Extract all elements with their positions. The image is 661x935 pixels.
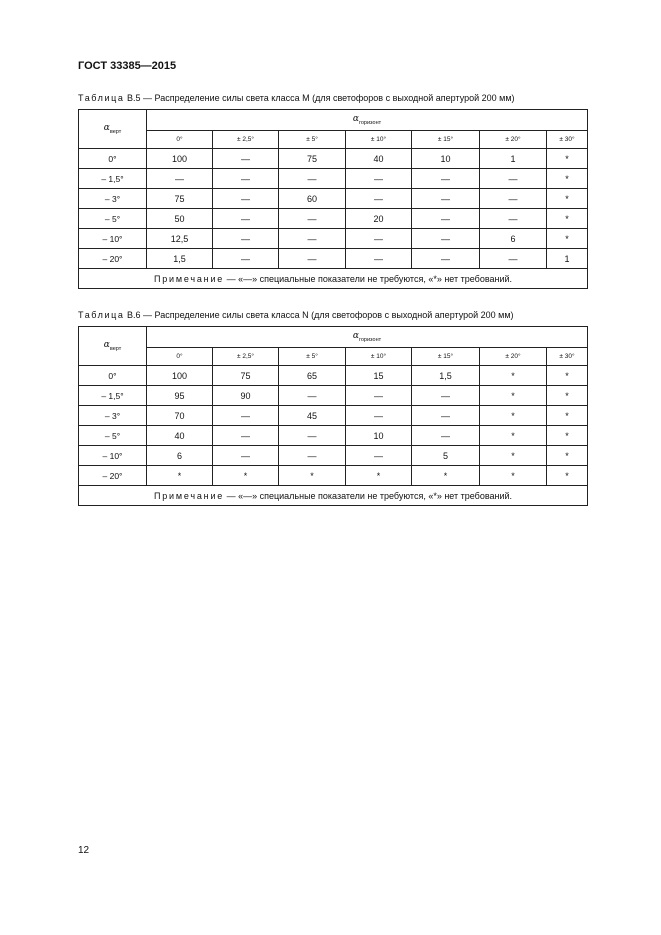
table-note: [79, 486, 588, 506]
table-cell: 90: [213, 386, 279, 406]
table-cell: —: [279, 446, 346, 466]
table-row: [79, 189, 588, 209]
table-row: [79, 406, 588, 426]
intensity-table-class-n: [78, 326, 588, 506]
table-cell: —: [279, 249, 346, 269]
table-cell: —: [213, 229, 279, 249]
row-label: – 20°: [79, 249, 147, 269]
table-cell: —: [412, 426, 480, 446]
table-row: [79, 169, 588, 189]
table-cell: 12,5: [147, 229, 213, 249]
column-header: 0°: [147, 348, 213, 366]
caption-word: Таблица: [78, 93, 125, 103]
table-cell: 6: [147, 446, 213, 466]
row-header-cell: [79, 327, 147, 366]
table-cell: —: [412, 386, 480, 406]
table-cell: 75: [213, 366, 279, 386]
table-cell: 40: [346, 149, 412, 169]
table-cell: 20: [346, 209, 412, 229]
table-cell: —: [346, 249, 412, 269]
row-label: 0°: [79, 366, 147, 386]
column-header: ± 20°: [480, 131, 547, 149]
table-row: [79, 229, 588, 249]
table-cell: *: [480, 386, 547, 406]
table-cell: *: [147, 466, 213, 486]
table-cell: *: [213, 466, 279, 486]
note-text: — «—» специальные показатели не требуются, «*» нет требований.: [224, 490, 513, 501]
table-cell: —: [213, 446, 279, 466]
table-cell: —: [213, 249, 279, 269]
table-cell: —: [279, 209, 346, 229]
table-cell: —: [412, 169, 480, 189]
table-cell: —: [346, 229, 412, 249]
table-row: [79, 366, 588, 386]
column-header: ± 30°: [547, 348, 588, 366]
table-cell: 1,5: [147, 249, 213, 269]
table-cell: *: [480, 406, 547, 426]
table-cell: —: [412, 406, 480, 426]
table-cell: *: [547, 386, 588, 406]
table-cell: 6: [480, 229, 547, 249]
table-cell: 100: [147, 366, 213, 386]
table-cell: 95: [147, 386, 213, 406]
note-word: Примечание: [153, 273, 225, 284]
table-cell: *: [547, 406, 588, 426]
table-cell: 70: [147, 406, 213, 426]
column-header: ± 5°: [279, 348, 346, 366]
table-cell: —: [279, 229, 346, 249]
row-label: – 3°: [79, 406, 147, 426]
table-row: [79, 209, 588, 229]
table-cell: *: [547, 169, 588, 189]
table-cell: 100: [147, 149, 213, 169]
row-header-cell: [79, 110, 147, 149]
caption-text: В.5 — Распределение силы света класса М (для светофоров с выходной апертурой 200 мм): [127, 93, 515, 103]
table-cell: —: [346, 446, 412, 466]
table-cell: 40: [147, 426, 213, 446]
row-label: – 5°: [79, 426, 147, 446]
table-cell: *: [547, 229, 588, 249]
alpha-subscript: верт: [109, 128, 122, 135]
table-cell: 10: [346, 426, 412, 446]
table-cell: 75: [279, 149, 346, 169]
table-row: [79, 426, 588, 446]
table-cell: 1: [480, 149, 547, 169]
column-header: ± 15°: [412, 131, 480, 149]
table-cell: 65: [279, 366, 346, 386]
alpha-symbol: α: [103, 122, 110, 133]
table-cell: 5: [412, 446, 480, 466]
table-caption: [78, 310, 514, 320]
table-cell: 10: [412, 149, 480, 169]
table-cell: —: [480, 209, 547, 229]
table-cell: *: [547, 209, 588, 229]
alpha-subscript: горизонт: [358, 119, 382, 126]
alpha-subscript: верт: [109, 345, 122, 352]
table-cell: —: [412, 209, 480, 229]
table-cell: —: [480, 169, 547, 189]
alpha-symbol: α: [352, 113, 359, 124]
row-label: – 20°: [79, 466, 147, 486]
table-cell: *: [547, 466, 588, 486]
table-cell: 60: [279, 189, 346, 209]
caption-text: В.6 — Распределение силы света класса N (для светофоров с выходной апертурой 200 мм): [127, 310, 514, 320]
page-number: 12: [78, 845, 90, 856]
table-cell: —: [412, 229, 480, 249]
intensity-table-class-m: [78, 109, 588, 289]
column-header: ± 20°: [480, 348, 547, 366]
table-cell: —: [279, 169, 346, 189]
table-cell: *: [412, 466, 480, 486]
column-header: ± 2,5°: [213, 131, 279, 149]
document-code: ГОСТ 33385—2015: [78, 60, 177, 72]
table-cell: —: [213, 209, 279, 229]
row-label: – 1,5°: [79, 169, 147, 189]
table-cell: 75: [147, 189, 213, 209]
column-group-header: [147, 327, 588, 348]
table-cell: *: [346, 466, 412, 486]
table-cell: 1: [547, 249, 588, 269]
caption-word: Таблица: [78, 310, 125, 320]
table-cell: —: [480, 249, 547, 269]
table-cell: *: [547, 189, 588, 209]
column-group-header: [147, 110, 588, 131]
table-cell: —: [346, 406, 412, 426]
table-cell: 15: [346, 366, 412, 386]
column-header: 0°: [147, 131, 213, 149]
row-label: – 1,5°: [79, 386, 147, 406]
column-header: ± 5°: [279, 131, 346, 149]
table-cell: —: [480, 189, 547, 209]
table-row: [79, 446, 588, 466]
table-cell: *: [480, 426, 547, 446]
table-caption: [78, 93, 515, 103]
alpha-symbol: α: [103, 339, 110, 350]
column-header: ± 10°: [346, 348, 412, 366]
table-row: [79, 386, 588, 406]
table-cell: *: [547, 149, 588, 169]
row-label: – 5°: [79, 209, 147, 229]
table-cell: *: [547, 446, 588, 466]
table-cell: —: [213, 406, 279, 426]
note-word: Примечание: [153, 490, 225, 501]
column-header: ± 10°: [346, 131, 412, 149]
table-cell: —: [412, 249, 480, 269]
table-cell: —: [346, 386, 412, 406]
column-header: ± 2,5°: [213, 348, 279, 366]
note-text: — «—» специальные показатели не требуются, «*» нет требований.: [224, 273, 513, 284]
table-cell: 50: [147, 209, 213, 229]
table-cell: —: [147, 169, 213, 189]
table-cell: —: [412, 189, 480, 209]
table-cell: —: [279, 426, 346, 446]
table-cell: *: [480, 446, 547, 466]
table-note: [79, 269, 588, 289]
column-header: ± 15°: [412, 348, 480, 366]
table-cell: —: [279, 386, 346, 406]
table-cell: —: [213, 149, 279, 169]
table-cell: *: [480, 366, 547, 386]
table-cell: —: [213, 426, 279, 446]
table-cell: —: [346, 169, 412, 189]
table-row: [79, 249, 588, 269]
table-cell: *: [279, 466, 346, 486]
table-cell: *: [480, 466, 547, 486]
row-label: – 10°: [79, 229, 147, 249]
table-cell: —: [213, 189, 279, 209]
row-label: 0°: [79, 149, 147, 169]
table-cell: —: [213, 169, 279, 189]
table-cell: *: [547, 366, 588, 386]
row-label: – 10°: [79, 446, 147, 466]
table-cell: 45: [279, 406, 346, 426]
table-row: [79, 466, 588, 486]
table-row: [79, 149, 588, 169]
row-label: – 3°: [79, 189, 147, 209]
table-cell: —: [346, 189, 412, 209]
table-cell: *: [547, 426, 588, 446]
column-header: ± 30°: [547, 131, 588, 149]
table-cell: 1,5: [412, 366, 480, 386]
alpha-symbol: α: [352, 330, 359, 341]
alpha-subscript: горизонт: [358, 336, 382, 343]
